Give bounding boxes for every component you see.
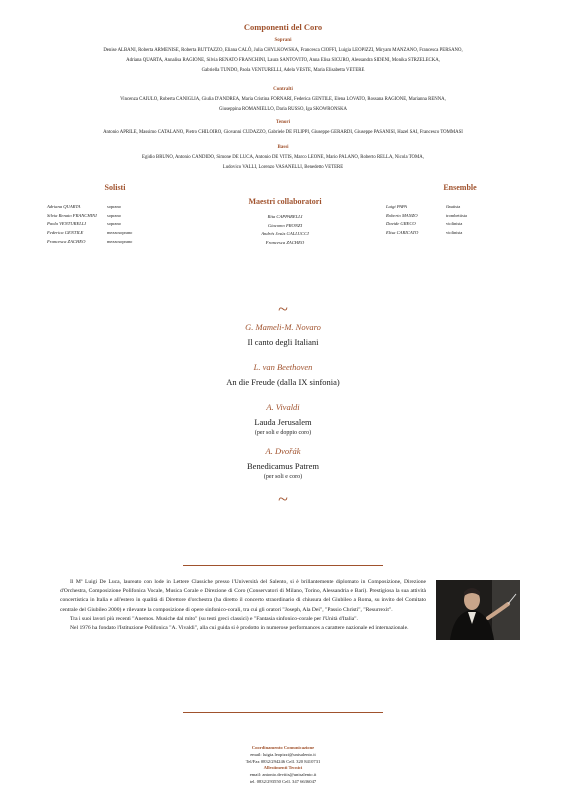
- member-row: [47, 212, 187, 221]
- member-row: [386, 229, 526, 238]
- contact-block: [0, 764, 566, 785]
- maestro-name: Francesca ZACHEO: [265, 240, 305, 246]
- ornament-bottom: ~: [278, 489, 288, 509]
- contact-title: Allestimenti Tecnici: [263, 765, 303, 770]
- ensemble-title: Ensemble: [443, 183, 477, 192]
- choir-names-line: Antonio APRILE, Massimo CATALANO, Pietro CHILOIRO, Giovanni CUDAZZO, Gabriele DE FILIPPI, Giuseppe GERARDI, Giuseppe PASANISI, Hazel SAI, Francesco TOMMASI: [103, 130, 463, 135]
- ensemble-list: [386, 203, 526, 238]
- choir-section-title: Soprani: [274, 38, 292, 43]
- work-note: (per soli e coro): [263, 474, 303, 480]
- contact-line: tel. 0832/293550 Cell. 347 6636047: [249, 779, 317, 784]
- work-title: Benedicamus Patrem: [247, 461, 319, 471]
- composer-name: G. Mameli-M. Novaro: [245, 322, 321, 332]
- work-title: An die Freude (dalla IX sinfonia): [226, 377, 340, 387]
- choir-names-line: Vincenza CAIULO, Roberta CANIGLIA, Giulia D'ANDREA, Maria Cristina FORNARI, Federica GENTILE, Elena LOVATO, Rossana RAGIONE, Marianna RENNA,: [120, 97, 446, 102]
- member-role: mezzosoprano: [107, 230, 133, 236]
- member-row: [386, 220, 526, 229]
- choir-section-names: [40, 128, 526, 138]
- contact-line: email: antonio.devitis@unisalento.it: [249, 772, 317, 777]
- member-name: Silvia Renato FRANCHINI: [47, 212, 97, 218]
- work-title: Il canto degli Italiani: [247, 337, 319, 347]
- choir-names-line: Gabriella TUNDO, Paola VENTURELLI, Adela VESTE, Maria Elisabetta VETERE: [201, 68, 365, 73]
- choir-section-names: [40, 46, 526, 76]
- director-photo: [436, 580, 520, 640]
- maestri-title: Maestri collaboratori: [248, 197, 322, 206]
- composer-name: A. Vivaldi: [266, 402, 300, 412]
- member-name: Luigi PAPA: [386, 204, 407, 209]
- choir-names-line: Denise ALBANI, Roberta ARMENISE, Roberta BUTTAZZO, Eliana CALÒ, Julia CHYLKOWSKA, Francesca CIOFFI, Luigia LEOPIZZI, Miryam MANZANO, Francesca PERSANO,: [103, 48, 463, 53]
- soloists-title: Solisti: [104, 183, 126, 192]
- member-name: Paola VENTURELLI: [47, 221, 86, 227]
- maestro-name: Rita CAPPARELLI: [267, 214, 303, 219]
- director-bio: [60, 578, 426, 633]
- choir-section-title: Bassi: [277, 145, 289, 150]
- choir-section-names: [40, 95, 526, 115]
- composer-name: A. Dvořák: [265, 446, 301, 456]
- choir-names-line: Giuseppina ROMANIELLO, Daria RUSSO, Iga SKOWRONSKA: [218, 107, 348, 112]
- member-name: Adriana QUARTA: [47, 204, 81, 209]
- member-name: Federica GENTILE: [47, 230, 84, 236]
- member-row: [47, 229, 187, 238]
- choir-names-line: Adriana QUARTA, Annalisa RAGIONE, Silvia RENATO FRANCHINI, Laura SANTOVITO, Anna Elisa SICURO, Alessandra SIDENI, Monika STRZELECKA,: [126, 58, 440, 63]
- composer-name: L. van Beethoven: [253, 362, 313, 372]
- work-note: (per soli e doppio coro): [254, 430, 312, 436]
- divider-bottom: [183, 712, 383, 713]
- member-row: [386, 203, 526, 212]
- work-title: Lauda Jerusalem: [254, 417, 312, 427]
- choir-section-title: Contralti: [273, 87, 293, 92]
- member-role: mezzosoprano: [107, 238, 133, 244]
- member-row: [47, 220, 187, 229]
- contact-line: Tel/Fax 0832/294246 Cell. 320 8410731: [245, 759, 321, 764]
- choir-title: Componenti del Coro: [243, 22, 323, 32]
- divider-top: [183, 565, 383, 566]
- member-role: soprano: [107, 221, 121, 227]
- choir-section-names: [40, 153, 526, 173]
- soloists-list: [47, 203, 187, 247]
- bio-paragraph: Il Mº Luigi De Luca, laureato con lode in Lettere Classiche presso l'Università del Salento, si è brillantemente diplomato in Composizione, Direzione d'Orchestra, Composizione Polifonica Vocale, Musica Corale e Direzione di Coro (Conservatori di Milano, Torino, Alessandria e Bari). Prestigiosa la sua attività concertistica in Italia e all'estero in qualità di Direttore d'orchestra (ha diretto il concerto straordinario di chiusura del Giubileo a Roma, su invito del Comitato centrale del Giubileo 2000) e rilevante la composizione di opere sinfonico-corali, tra cui gli oratori "Joseph, Ala Dei", "Passio Christi", "Resurrexit".: [60, 579, 426, 613]
- member-name: Davide GRECO: [386, 221, 416, 227]
- maestro-name: Giacomo FRONZI: [267, 222, 303, 228]
- member-role: violinista: [446, 230, 463, 236]
- member-name: Elisa CARICATO: [386, 230, 419, 236]
- member-role: flautista: [446, 204, 461, 209]
- contact-block: [0, 744, 566, 765]
- member-row: [47, 203, 187, 212]
- member-role: trombettista: [446, 212, 467, 218]
- choir-section-title: Tenori: [276, 120, 290, 125]
- member-role: soprano: [107, 204, 121, 209]
- member-row: [47, 238, 187, 247]
- member-name: Roberto MANZO: [386, 212, 418, 218]
- ornament-top: ~: [278, 299, 288, 319]
- choir-names-line: Ludovico VALLI, Lorenzo VASANELLI, Benedetto VETERE: [222, 165, 344, 170]
- choir-names-line: Egidio BRUNO, Antonio CANDIDO, Simone DE LUCA, Antonio DE VITIS, Marco LEONE, Mario PALANO, Roberto RELLA, Nicola TOMA,: [142, 155, 424, 160]
- member-row: [386, 212, 526, 221]
- member-role: soprano: [107, 212, 121, 218]
- maestro-name: Andrés Jesús GALLUCCI: [261, 231, 309, 237]
- maestri-list: [200, 213, 370, 248]
- member-role: violinista: [446, 221, 463, 227]
- contact-line: email: luigia.leopizzi@unisalento.it: [250, 752, 316, 757]
- contact-title: Coordinamento Comunicazione: [251, 745, 315, 750]
- bio-paragraph: Nel 1976 ha fondato l'Istituzione Polifonica "A. Vivaldi", alla cui guida si è prodotto in numerose performances a carattere nazionale ed internazionale.: [70, 625, 409, 632]
- member-name: Francesca ZACHEO: [47, 238, 86, 244]
- bio-paragraph: Tra i suoi lavori più recenti "Anemos. Musiche dal mito" (su testi greci classici) e "Fantasia sinfonico-corale per l'Unità d'Italia".: [70, 615, 358, 622]
